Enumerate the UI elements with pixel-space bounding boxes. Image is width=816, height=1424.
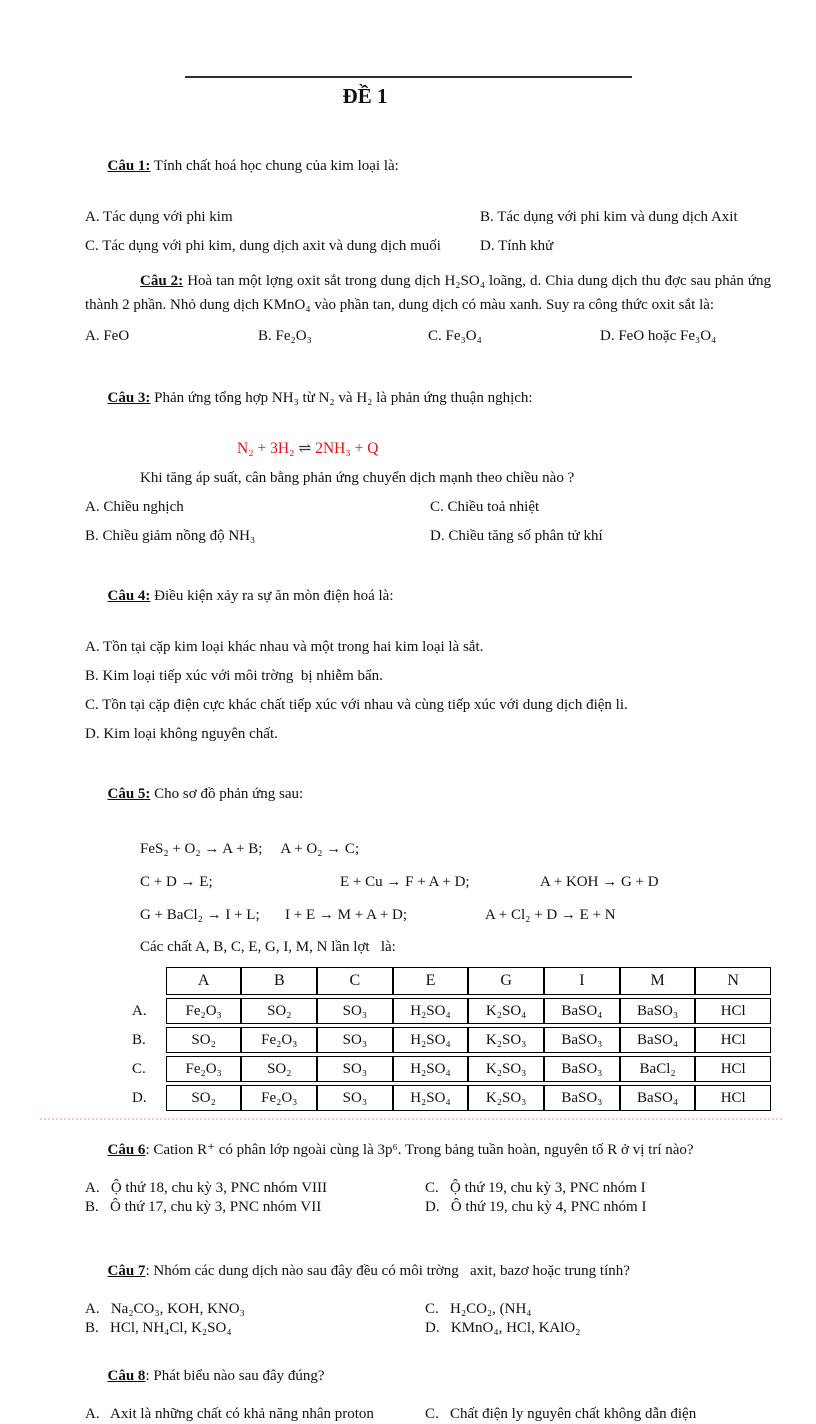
reaction-scheme-line-1	[140, 838, 771, 860]
table-cell: K₂SO₃	[468, 1056, 544, 1082]
table-cell: SO₃	[317, 1027, 393, 1053]
question-8	[85, 1348, 771, 1424]
option-d: D. Ô thứ 19, chu kỳ 4, PNC nhóm I	[425, 1199, 647, 1215]
table-header-cell: C	[317, 967, 393, 995]
table-cell: SO₂	[241, 998, 317, 1024]
table-cell: Fe₂O₃	[241, 1085, 317, 1111]
option-b: B. Fe₂O₃	[258, 328, 312, 344]
scheme-eq: FeS₂ + O₂ → A + B;	[140, 841, 263, 857]
option-d: D. Tính khử	[480, 238, 554, 254]
reaction-scheme-line-2	[140, 871, 771, 893]
table-header-row	[130, 967, 771, 995]
scheme-eq: G + BaCl₂ → I + L;	[140, 907, 260, 923]
option-a: A. Na₂CO₃, KOH, KNO₃	[85, 1301, 245, 1317]
table-cell: SO₂	[166, 1027, 242, 1053]
question-1-text: Tính chất hoá học chung của kim loại là:	[150, 158, 399, 174]
table-header-cell: M	[620, 967, 696, 995]
question-2-text: Hoà tan một lợng oxit sắt trong dung dịch H₂SO₄ loãng, d. Chia dung dịch thu đợc sau phản ứng thành 2 phần. Nhỏ dung dịch KMnO₄ vào phần tan, dung dịch có màu xanh. Suy ra công thức oxit sắt là:	[85, 273, 771, 313]
table-cell: BaSO₃	[620, 998, 696, 1024]
option-a: A. Axit là những chất có khả năng nhân proton	[85, 1406, 374, 1422]
table-row	[130, 1027, 771, 1053]
table-cell: HCl	[695, 998, 771, 1024]
row-label: C.	[132, 1060, 146, 1077]
question-8-text: : Phát biểu nào sau đây đúng?	[145, 1368, 325, 1384]
scheme-eq: C + D → E;	[140, 874, 213, 890]
option-b: B. HCl, NH₄Cl, K₂SO₄	[85, 1320, 232, 1336]
option-d: D. KMnO₄, HCl, KAlO₂	[425, 1320, 581, 1336]
option-b: B. Kim loại tiếp xúc với môi trờng bị nhiễm bẩn.	[85, 668, 383, 684]
option-a: A. FeO	[85, 328, 130, 344]
option-d: D. FeO hoặc Fe₃O₄	[600, 328, 717, 344]
table-cell: H₂SO₄	[393, 1027, 469, 1053]
table-cell: BaSO₃	[544, 1056, 620, 1082]
table-row	[130, 1085, 771, 1111]
table-header-cell: I	[544, 967, 620, 995]
scheme-eq: E + Cu → F + A + D;	[340, 874, 470, 890]
table-cell: SO₃	[317, 998, 393, 1024]
table-cell: Fe₂O₃	[241, 1027, 317, 1053]
option-c: C. Fe₃O₄	[428, 328, 482, 344]
table-header-cell: E	[393, 967, 469, 995]
table-cell: BaSO₄	[620, 1085, 696, 1111]
question-4-label: Câu 4:	[107, 588, 151, 604]
scheme-eq: A + KOH → G + D	[540, 874, 659, 890]
option-b: B. Chiều giảm nồng độ NH₃	[85, 528, 256, 544]
table-cell: BaSO₄	[620, 1027, 696, 1053]
table-cell: H₂SO₄	[393, 1085, 469, 1111]
table-cell: Fe₂O₃	[166, 1056, 242, 1082]
option-b: B. Ô thứ 17, chu kỳ 3, PNC nhóm VII	[85, 1199, 322, 1215]
option-c: C. Chiều toả nhiệt	[430, 499, 540, 515]
table-cell: SO₂	[166, 1085, 242, 1111]
question-7	[85, 1243, 771, 1338]
question-3-label: Câu 3:	[107, 390, 151, 406]
question-3	[85, 365, 771, 547]
scheme-eq: A + O₂ → C;	[280, 841, 360, 857]
question-3-subtext: Khi tăng áp suất, cân bằng phản ứng chuyển dịch mạnh theo chiều nào ?	[140, 470, 575, 486]
table-row	[130, 1056, 771, 1082]
question-6	[85, 1122, 771, 1217]
option-d: D. Chiều tăng số phân tử khí	[430, 528, 603, 544]
reaction-equation	[237, 437, 771, 461]
table-cell: BaSO₄	[544, 998, 620, 1024]
table-corner-cell	[130, 967, 166, 995]
question-5-text: Cho sơ đồ phản ứng sau:	[150, 786, 304, 802]
table-cell: SO₂	[241, 1056, 317, 1082]
page-title: ĐỀ 1	[342, 84, 388, 108]
option-a: A. Tồn tại cặp kim loại khác nhau và một trong hai kim loại là sắt.	[85, 639, 484, 655]
question-5	[85, 761, 771, 1114]
table-header-cell: B	[241, 967, 317, 995]
question-2	[85, 269, 771, 347]
option-c: C. Tồn tại cặp điện cực khác chất tiếp xúc với nhau và cùng tiếp xúc với dung dịch điện li.	[85, 697, 628, 713]
table-cell: BaCl₂	[620, 1056, 696, 1082]
question-4-text: Điều kiện xảy ra sự ăn mòn điện hoá là:	[150, 588, 394, 604]
table-cell: BaSO₃	[544, 1085, 620, 1111]
title-rule	[185, 76, 632, 78]
equation-right: 2NH₃ + Q	[311, 440, 379, 457]
row-label: A.	[132, 1002, 147, 1019]
table-cell: H₂SO₄	[393, 1056, 469, 1082]
question-2-label: Câu 2:	[140, 273, 184, 289]
table-cell: K₂SO₃	[468, 1085, 544, 1111]
table-cell: Fe₂O₃	[166, 998, 242, 1024]
option-c: C. Tác dụng với phi kim, dung dịch axit và dung dịch muối	[85, 238, 441, 254]
question-5-label: Câu 5:	[107, 786, 151, 802]
question-7-label: Câu 7	[107, 1263, 146, 1279]
table-cell: K₂SO₃	[468, 1027, 544, 1053]
question-7-text: : Nhóm các dung dịch nào sau đây đều có môi trờng axit, bazơ hoặc trung tính?	[145, 1263, 630, 1279]
footer-dotted-line	[40, 1118, 782, 1120]
row-label: D.	[132, 1089, 147, 1106]
table-cell: HCl	[695, 1056, 771, 1082]
option-c: C. Ộ thứ 19, chu kỳ 3, PNC nhóm I	[425, 1180, 646, 1196]
table-cell: HCl	[695, 1085, 771, 1111]
answers-table	[130, 964, 771, 1114]
table-cell: K₂SO₄	[468, 998, 544, 1024]
question-6-text: : Cation R⁺ có phân lớp ngoài cùng là 3p⁶. Trong bảng tuần hoàn, nguyên tố R ở vị trí nào?	[145, 1142, 694, 1158]
scheme-eq: A + Cl₂ + D → E + N	[485, 907, 616, 923]
question-6-label: Câu 6	[107, 1142, 146, 1158]
option-a: A. Chiều nghịch	[85, 499, 184, 515]
question-8-label: Câu 8	[107, 1368, 146, 1384]
table-row	[130, 998, 771, 1024]
reaction-scheme-line-3	[140, 904, 771, 926]
table-header-cell: A	[166, 967, 242, 995]
option-c: C. H₂CO₂, (NH₄	[425, 1301, 532, 1317]
table-cell: SO₃	[317, 1085, 393, 1111]
question-1-label: Câu 1:	[107, 158, 151, 174]
question-4	[85, 563, 771, 745]
equation-left: N₂ + 3H₂	[237, 440, 299, 457]
option-a: A. Ộ thứ 18, chu kỳ 3, PNC nhóm VIII	[85, 1180, 328, 1196]
equilibrium-arrow-icon: ⇌	[298, 440, 312, 457]
question-5-note: Các chất A, B, C, E, G, I, M, N lần lợt là:	[140, 939, 396, 955]
table-cell: SO₃	[317, 1056, 393, 1082]
row-label: B.	[132, 1031, 146, 1048]
option-d: D. Kim loại không nguyên chất.	[85, 726, 278, 742]
option-c: C. Chất điện ly nguyên chất không dẫn điện	[425, 1406, 697, 1422]
table-cell: BaSO₃	[544, 1027, 620, 1053]
table-header-cell: G	[468, 967, 544, 995]
scheme-eq: I + E → M + A + D;	[285, 907, 408, 923]
table-cell: H₂SO₄	[393, 998, 469, 1024]
option-b: B. Tác dụng với phi kim và dung dịch Axit	[480, 209, 738, 225]
question-3-text: Phản ứng tổng hợp NH₃ từ N₂ và H₂ là phản ứng thuận nghịch:	[150, 390, 533, 406]
question-1	[85, 133, 771, 257]
option-a: A. Tác dụng với phi kim	[85, 209, 233, 225]
table-header-cell: N	[695, 967, 771, 995]
table-cell: HCl	[695, 1027, 771, 1053]
